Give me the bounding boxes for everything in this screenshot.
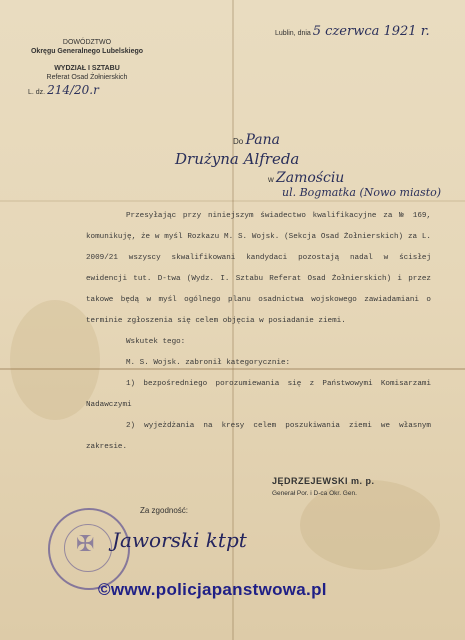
body-paragraph-4: 1) bezpośredniego porozumiewania się z Państwowymi Komisarzami Nadawczymi [86, 380, 431, 409]
address-do [233, 132, 280, 148]
date-place: Lublin, dnia [275, 30, 311, 37]
reference-number [28, 83, 146, 97]
letterhead-line-2: Okręgu Generalnego Lubelskiego [30, 48, 144, 55]
letter-body [86, 206, 431, 458]
address-name-line [175, 150, 299, 168]
recipient-name: Drużyna Alfreda [175, 150, 300, 168]
signatory-rank: Generał Por. i D-ca Okr. Gen. [272, 490, 357, 497]
eagle-emblem-icon: ✠ [76, 532, 95, 557]
conformity-signature: Jaworski ktpt [112, 528, 247, 552]
reference-prefix: L. dz. [28, 89, 46, 96]
recipient-town: Zamościu [276, 170, 345, 186]
do-label: Do [233, 137, 244, 146]
letterhead-line-1: DOWÓDZTWO [62, 39, 112, 46]
body-paragraph-1: Przesyłając przy niniejszym świadectwo kwalifikacyjne za № 169, komunikuję, że w myśl Rozkazu M. S. Wojsk. (Sekcja Osad Żołnierskich) za L. 2009/21 wszyscy skwalifikowani kandydaci pozostają nadal w ścisłej ewidencji tut. D-twa (Wydz. I. Sztabu Referat Osad Żołnierskich) i przez takowe będą w myśl ogólnego planu osadnictwa wojskowego zawiadamiani o terminie zgłoszenia się celem objęcia w posiadanie ziemi. [86, 212, 431, 325]
watermark-text: ©www.policjapanstwowa.pl [98, 580, 327, 599]
address-street-line [282, 186, 441, 199]
recipient-title: Pana [245, 132, 280, 148]
date-line [275, 24, 430, 39]
signature-block [272, 476, 375, 497]
body-paragraph-3: M. S. Wojsk. zabronił kategorycznie: [126, 359, 291, 367]
letterhead [28, 38, 146, 97]
w-label: w [268, 175, 274, 184]
letterhead-line-3: WYDZIAŁ I SZTABU [54, 65, 120, 72]
conformity-label: Za zgodność: [140, 506, 189, 515]
date-value: 5 czerwca 1921 r. [312, 24, 430, 39]
address-town-line [268, 170, 344, 186]
recipient-street: ul. Bogmatka (Nowo miasto) [282, 186, 442, 199]
letterhead-line-4: Referat Osad Żołnierskich [46, 74, 128, 81]
body-paragraph-5: 2) wyjeżdżania na kresy celem poszukiwania ziemi we własnym zakresie. [86, 422, 431, 451]
reference-value: 214/20.r [47, 83, 99, 97]
body-paragraph-2: Wskutek tego: [126, 338, 186, 346]
signatory-name: JĘDRZEJEWSKI m. p. [272, 476, 375, 486]
